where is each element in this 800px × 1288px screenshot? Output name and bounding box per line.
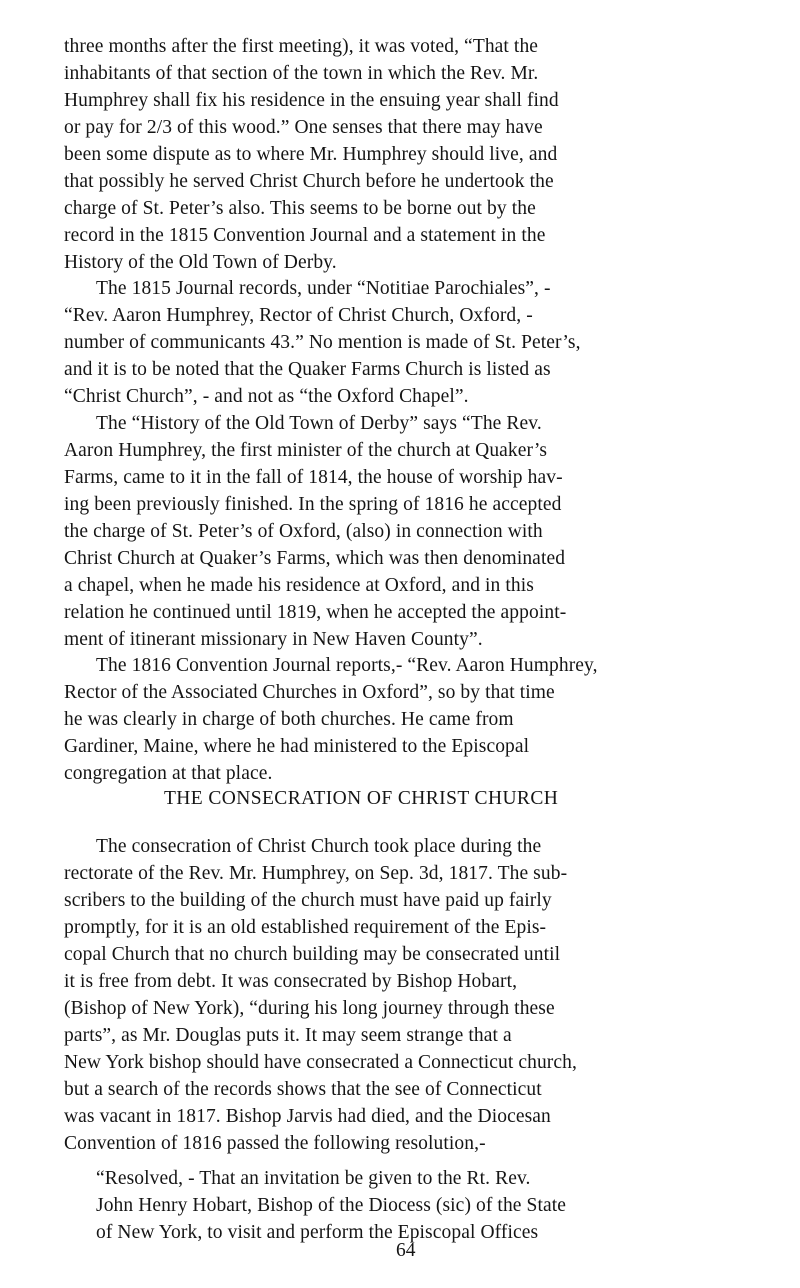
text-line: The 1815 Journal records, under “Notitiae Parochiales”, - xyxy=(96,278,551,299)
text-line: Convention of 1816 passed the following resolution,- xyxy=(64,1133,486,1154)
text-line: rectorate of the Rev. Mr. Humphrey, on Sep. 3d, 1817. The sub- xyxy=(64,863,568,884)
text-line: John Henry Hobart, Bishop of the Diocess (sic) of the State xyxy=(96,1195,567,1216)
text-line: three months after the first meeting), it was voted, “That the xyxy=(64,36,539,57)
text-line: The “History of the Old Town of Derby” says “The Rev. xyxy=(96,413,542,434)
text-line: The consecration of Christ Church took place during the xyxy=(96,836,542,857)
text-line: congregation at that place. xyxy=(64,763,273,784)
section-heading: THE CONSECRATION OF CHRIST CHURCH xyxy=(164,788,559,809)
text-line: Aaron Humphrey, the first minister of the church at Quaker’s xyxy=(64,440,548,461)
text-line: (Bishop of New York), “during his long journey through these xyxy=(64,998,555,1019)
text-line: a chapel, when he made his residence at Oxford, and in this xyxy=(64,575,534,596)
text-line: Rector of the Associated Churches in Oxford”, so by that time xyxy=(64,682,555,703)
text-line: History of the Old Town of Derby. xyxy=(64,252,337,273)
text-line: charge of St. Peter’s also. This seems to be borne out by the xyxy=(64,198,536,219)
text-line: record in the 1815 Convention Journal and a statement in the xyxy=(64,225,546,246)
text-line: inhabitants of that section of the town in which the Rev. Mr. xyxy=(64,63,539,84)
document-page xyxy=(64,34,780,1274)
text-line: scribers to the building of the church must have paid up fairly xyxy=(64,890,552,911)
text-line: “Rev. Aaron Humphrey, Rector of Christ Church, Oxford, - xyxy=(64,305,533,326)
text-line: Humphrey shall fix his residence in the ensuing year shall find xyxy=(64,90,559,111)
text-line: been some dispute as to where Mr. Humphrey should live, and xyxy=(64,144,558,165)
text-line: number of communicants 43.” No mention is made of St. Peter’s, xyxy=(64,332,581,353)
text-line: “Christ Church”, - and not as “the Oxford Chapel”. xyxy=(64,386,469,407)
text-line: it is free from debt. It was consecrated by Bishop Hobart, xyxy=(64,971,518,992)
text-line: Farms, came to it in the fall of 1814, the house of worship hav- xyxy=(64,467,563,488)
text-line: and it is to be noted that the Quaker Farms Church is listed as xyxy=(64,359,551,380)
text-line: was vacant in 1817. Bishop Jarvis had died, and the Diocesan xyxy=(64,1106,551,1127)
text-line: relation he continued until 1819, when he accepted the appoint- xyxy=(64,602,567,623)
text-line: the charge of St. Peter’s of Oxford, (also) in connection with xyxy=(64,521,543,542)
page-number: 64 xyxy=(396,1240,416,1261)
text-line: ment of itinerant missionary in New Haven County”. xyxy=(64,629,483,650)
text-line: New York bishop should have consecrated a Connecticut church, xyxy=(64,1052,577,1073)
text-line: of New York, to visit and perform the Episcopal Offices xyxy=(96,1222,539,1243)
text-line: The 1816 Convention Journal reports,- “Rev. Aaron Humphrey, xyxy=(96,655,598,676)
text-line: promptly, for it is an old established requirement of the Epis- xyxy=(64,917,547,938)
text-line: Christ Church at Quaker’s Farms, which was then denominated xyxy=(64,548,566,569)
text-line: Gardiner, Maine, where he had ministered to the Episcopal xyxy=(64,736,530,757)
text-line: “Resolved, - That an invitation be given to the Rt. Rev. xyxy=(96,1168,531,1189)
text-line: parts”, as Mr. Douglas puts it. It may seem strange that a xyxy=(64,1025,512,1046)
text-line: or pay for 2/3 of this wood.” One senses that there may have xyxy=(64,117,543,138)
text-line: ing been previously finished. In the spring of 1816 he accepted xyxy=(64,494,562,515)
text-line: he was clearly in charge of both churches. He came from xyxy=(64,709,514,730)
text-line: copal Church that no church building may be consecrated until xyxy=(64,944,561,965)
text-line: that possibly he served Christ Church before he undertook the xyxy=(64,171,554,192)
text-line: but a search of the records shows that the see of Connecticut xyxy=(64,1079,542,1100)
